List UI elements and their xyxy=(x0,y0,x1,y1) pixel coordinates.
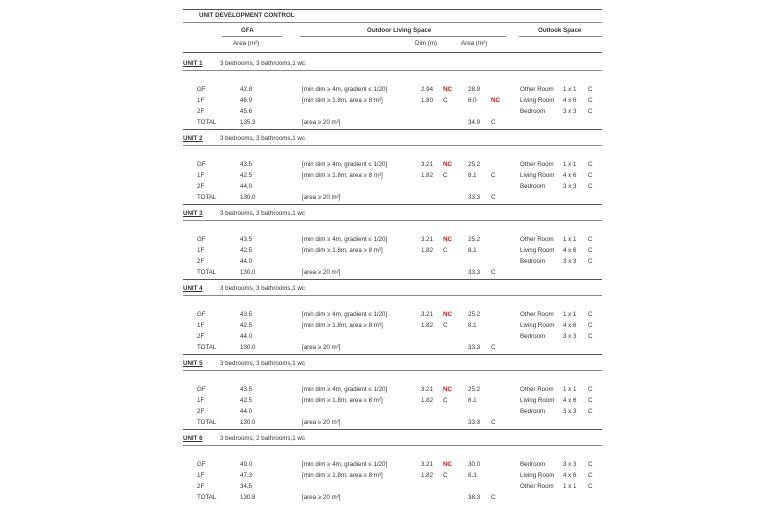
gfa-area-value: 44.0 xyxy=(240,183,253,190)
unit-title: UNIT 3 xyxy=(183,210,203,217)
outdoor-requirement: [min dim ≥ 1.8m, area ≥ 8 m²] xyxy=(302,472,383,479)
outlook-status: C xyxy=(588,236,593,243)
top-rule xyxy=(183,9,602,10)
outdoor-area-value: 8.1 xyxy=(468,247,477,254)
outdoor-area-value: 6.0 xyxy=(468,97,477,104)
total-label: TOTAL xyxy=(197,119,217,126)
gfa-area-value: 44.0 xyxy=(240,408,253,415)
dim-status: C xyxy=(443,97,448,104)
floor-label: GF xyxy=(197,311,206,318)
gfa-area-subheader: Area (m²) xyxy=(233,40,260,47)
unit-separator xyxy=(183,429,602,430)
total-requirement: [area ≥ 20 m²] xyxy=(302,494,341,501)
gfa-area-value: 42.5 xyxy=(240,247,253,254)
header-rule xyxy=(183,52,602,53)
outdoor-area-value: 30.0 xyxy=(468,461,481,468)
total-label: TOTAL xyxy=(197,494,217,501)
total-outdoor-area: 33.3 xyxy=(468,194,481,201)
floor-label: GF xyxy=(197,461,206,468)
floor-label: 2F xyxy=(197,333,205,340)
total-status: C xyxy=(491,269,496,276)
dim-value: 1.82 xyxy=(421,247,434,254)
gfa-area-value: 43.5 xyxy=(240,386,253,393)
outlook-room: Other Room xyxy=(520,483,554,490)
unit-title-rule xyxy=(183,70,602,71)
unit-description: 3 bedrooms, 3 bathrooms,1 wc xyxy=(220,360,305,367)
unit-separator xyxy=(183,204,602,205)
outlook-size: 4 x 6 xyxy=(563,397,577,404)
gfa-area-value: 44.0 xyxy=(240,258,253,265)
gfa-area-value: 43.5 xyxy=(240,161,253,168)
outlook-status: C xyxy=(588,397,593,404)
unit-title: UNIT 5 xyxy=(183,360,203,367)
outdoor-requirement: [min dim ≥ 4m, gradient ≤ 1/20] xyxy=(302,386,388,393)
unit-description: 3 bedrooms, 3 bathrooms,1 wc xyxy=(220,210,305,217)
gfa-area-value: 47.3 xyxy=(240,472,253,479)
dim-status: NC xyxy=(443,161,452,168)
outdoor-requirement: [min dim ≥ 1.8m, area ≥ 8 m²] xyxy=(302,172,383,179)
outlook-space-header: Outlook Space xyxy=(538,27,582,34)
outlook-status: C xyxy=(588,333,593,340)
floor-label: 2F xyxy=(197,258,205,265)
dim-value: 1.82 xyxy=(421,397,434,404)
outlook-room: Living Room xyxy=(520,322,555,329)
total-gfa-area: 130.0 xyxy=(240,269,256,276)
outlook-room: Other Room xyxy=(520,386,554,393)
outdoor-area-subheader: Area (m²) xyxy=(461,40,488,47)
outlook-size: 3 x 3 xyxy=(563,108,577,115)
floor-label: GF xyxy=(197,86,206,93)
total-status: C xyxy=(491,419,496,426)
unit-description: 3 bedrooms, 3 bathrooms,1 wc xyxy=(220,60,305,67)
header-subrule-gfa xyxy=(222,36,282,37)
outlook-size: 4 x 6 xyxy=(563,172,577,179)
outdoor-requirement: [min dim ≥ 4m, gradient ≤ 1/20] xyxy=(302,86,388,93)
dim-status: C xyxy=(443,397,448,404)
outdoor-area-status: C xyxy=(491,172,496,179)
outlook-status: C xyxy=(588,172,593,179)
outlook-size: 1 x 1 xyxy=(563,311,577,318)
outlook-size: 3 x 3 xyxy=(563,333,577,340)
outlook-room: Bedroom xyxy=(520,333,546,340)
dim-value: 3.21 xyxy=(421,386,434,393)
gfa-area-value: 43.5 xyxy=(240,311,253,318)
outlook-size: 3 x 3 xyxy=(563,183,577,190)
total-outdoor-area: 33.3 xyxy=(468,269,481,276)
outdoor-area-value: 25.2 xyxy=(468,311,481,318)
floor-label: 2F xyxy=(197,483,205,490)
floor-label: GF xyxy=(197,161,206,168)
outlook-room: Other Room xyxy=(520,236,554,243)
floor-label: 1F xyxy=(197,247,205,254)
floor-label: 1F xyxy=(197,97,205,104)
outdoor-area-value: 25.2 xyxy=(468,161,481,168)
dim-status: NC xyxy=(443,86,452,93)
dim-status: NC xyxy=(443,386,452,393)
outlook-size: 3 x 3 xyxy=(563,461,577,468)
gfa-area-value: 34.5 xyxy=(240,483,253,490)
outdoor-living-space-header: Outdoor Living Space xyxy=(367,27,432,34)
total-gfa-area: 130.8 xyxy=(240,494,256,501)
floor-label: 2F xyxy=(197,108,205,115)
title-rule xyxy=(183,22,602,23)
dim-value: 3.21 xyxy=(421,461,434,468)
total-label: TOTAL xyxy=(197,344,217,351)
gfa-area-value: 49.0 xyxy=(240,461,253,468)
outlook-status: C xyxy=(588,408,593,415)
gfa-area-value: 42.5 xyxy=(240,397,253,404)
outlook-room: Living Room xyxy=(520,472,555,479)
outlook-size: 1 x 1 xyxy=(563,236,577,243)
outdoor-requirement: [min dim ≥ 1.8m, area ≥ 8 m²] xyxy=(302,247,383,254)
floor-label: GF xyxy=(197,386,206,393)
dim-value: 2.94 xyxy=(421,86,434,93)
outlook-status: C xyxy=(588,472,593,479)
unit-separator xyxy=(183,279,602,280)
unit-separator xyxy=(183,129,602,130)
total-gfa-area: 135.3 xyxy=(240,119,256,126)
outlook-room: Living Room xyxy=(520,172,555,179)
floor-label: 1F xyxy=(197,397,205,404)
outlook-status: C xyxy=(588,247,593,254)
dim-status: NC xyxy=(443,236,452,243)
gfa-area-value: 42.5 xyxy=(240,322,253,329)
outdoor-area-value: 28.9 xyxy=(468,86,481,93)
gfa-area-value: 42.8 xyxy=(240,86,253,93)
total-requirement: [area ≥ 20 m²] xyxy=(302,419,341,426)
unit-description: 3 bedrooms, 3 bathrooms,1 wc xyxy=(220,285,305,292)
outlook-room: Living Room xyxy=(520,247,555,254)
dim-value: 1.80 xyxy=(421,97,434,104)
dim-value: 1.82 xyxy=(421,472,434,479)
outlook-size: 4 x 6 xyxy=(563,97,577,104)
total-outdoor-area: 38.3 xyxy=(468,494,481,501)
outlook-status: C xyxy=(588,311,593,318)
outlook-status: C xyxy=(588,483,593,490)
header-subrule-outlook xyxy=(519,36,602,37)
document-title: UNIT DEVELOPMENT CONTROL xyxy=(199,12,295,19)
total-status: C xyxy=(491,194,496,201)
outlook-size: 3 x 3 xyxy=(563,408,577,415)
outlook-room: Bedroom xyxy=(520,258,546,265)
outlook-status: C xyxy=(588,108,593,115)
unit-title-rule xyxy=(183,220,602,221)
total-requirement: [area ≥ 20 m²] xyxy=(302,344,341,351)
outlook-room: Other Room xyxy=(520,311,554,318)
outdoor-requirement: [min dim ≥ 4m, gradient ≤ 1/20] xyxy=(302,461,388,468)
floor-label: 2F xyxy=(197,183,205,190)
outlook-room: Other Room xyxy=(520,161,554,168)
unit-title-rule xyxy=(183,295,602,296)
floor-label: 1F xyxy=(197,322,205,329)
dim-value: 3.21 xyxy=(421,161,434,168)
outlook-room: Bedroom xyxy=(520,183,546,190)
gfa-header: GFA xyxy=(241,27,254,34)
unit-description: 3 bedrooms, 2 bathrooms,1 wc xyxy=(220,435,305,442)
unit-title: UNIT 4 xyxy=(183,285,203,292)
floor-label: GF xyxy=(197,236,206,243)
floor-label: 2F xyxy=(197,408,205,415)
total-outdoor-area: 33.3 xyxy=(468,344,481,351)
outlook-room: Bedroom xyxy=(520,461,546,468)
outdoor-requirement: [min dim ≥ 1.8m, area ≥ 8 m²] xyxy=(302,397,383,404)
total-requirement: [area ≥ 20 m²] xyxy=(302,119,341,126)
outdoor-area-status: NC xyxy=(491,97,500,104)
floor-label: 1F xyxy=(197,472,205,479)
unit-title-rule xyxy=(183,445,602,446)
total-gfa-area: 130.0 xyxy=(240,344,256,351)
outlook-room: Bedroom xyxy=(520,408,546,415)
unit-title-rule xyxy=(183,145,602,146)
total-requirement: [area ≥ 20 m²] xyxy=(302,269,341,276)
gfa-area-value: 46.9 xyxy=(240,97,253,104)
total-status: C xyxy=(491,119,496,126)
outlook-status: C xyxy=(588,86,593,93)
outlook-room: Other Room xyxy=(520,86,554,93)
outdoor-area-value: 8.3 xyxy=(468,472,477,479)
outdoor-requirement: [min dim ≥ 1.8m, area ≥ 8 m²] xyxy=(302,97,383,104)
outdoor-requirement: [min dim ≥ 4m, gradient ≤ 1/20] xyxy=(302,236,388,243)
dim-status: NC xyxy=(443,311,452,318)
outlook-status: C xyxy=(588,461,593,468)
dim-status: C xyxy=(443,322,448,329)
gfa-area-value: 45.6 xyxy=(240,108,253,115)
outlook-size: 1 x 1 xyxy=(563,161,577,168)
outlook-status: C xyxy=(588,322,593,329)
dim-value: 1.82 xyxy=(421,322,434,329)
outlook-status: C xyxy=(588,183,593,190)
dim-status: C xyxy=(443,247,448,254)
dim-status: C xyxy=(443,472,448,479)
outdoor-requirement: [min dim ≥ 1.8m, area ≥ 8 m²] xyxy=(302,322,383,329)
total-status: C xyxy=(491,494,496,501)
outlook-size: 3 x 3 xyxy=(563,258,577,265)
outlook-size: 1 x 1 xyxy=(563,386,577,393)
outlook-status: C xyxy=(588,97,593,104)
gfa-area-value: 42.5 xyxy=(240,172,253,179)
outlook-status: C xyxy=(588,386,593,393)
total-gfa-area: 130.0 xyxy=(240,419,256,426)
gfa-area-value: 44.0 xyxy=(240,333,253,340)
unit-title: UNIT 2 xyxy=(183,135,203,142)
outdoor-area-value: 8.1 xyxy=(468,397,477,404)
outdoor-area-value: 8.1 xyxy=(468,322,477,329)
dim-status: C xyxy=(443,172,448,179)
total-status: C xyxy=(491,344,496,351)
outdoor-area-value: 25.2 xyxy=(468,236,481,243)
outlook-size: 1 x 1 xyxy=(563,86,577,93)
gfa-area-value: 43.5 xyxy=(240,236,253,243)
dim-subheader: Dim (m) xyxy=(415,40,437,47)
outlook-size: 1 x 1 xyxy=(563,483,577,490)
outlook-size: 4 x 6 xyxy=(563,247,577,254)
total-gfa-area: 130.0 xyxy=(240,194,256,201)
unit-description: 3 bedrooms, 3 bathrooms,1 wc xyxy=(220,135,305,142)
unit-title-rule xyxy=(183,370,602,371)
outdoor-requirement: [min dim ≥ 4m, gradient ≤ 1/20] xyxy=(302,311,388,318)
outlook-room: Bedroom xyxy=(520,108,546,115)
total-requirement: [area ≥ 20 m²] xyxy=(302,194,341,201)
dim-value: 3.21 xyxy=(421,311,434,318)
floor-label: 1F xyxy=(197,172,205,179)
total-outdoor-area: 34.9 xyxy=(468,119,481,126)
unit-title: UNIT 1 xyxy=(183,60,203,67)
dim-value: 1.82 xyxy=(421,172,434,179)
header-subrule-outdoor xyxy=(300,36,506,37)
outlook-status: C xyxy=(588,258,593,265)
outlook-status: C xyxy=(588,161,593,168)
dim-value: 3.21 xyxy=(421,236,434,243)
total-label: TOTAL xyxy=(197,269,217,276)
unit-title: UNIT 6 xyxy=(183,435,203,442)
outlook-size: 4 x 6 xyxy=(563,322,577,329)
outlook-size: 4 x 6 xyxy=(563,472,577,479)
outlook-room: Living Room xyxy=(520,397,555,404)
total-outdoor-area: 33.3 xyxy=(468,419,481,426)
dim-status: NC xyxy=(443,461,452,468)
unit-separator xyxy=(183,354,602,355)
outdoor-area-value: 8.1 xyxy=(468,172,477,179)
total-label: TOTAL xyxy=(197,194,217,201)
outlook-room: Living Room xyxy=(520,97,555,104)
total-label: TOTAL xyxy=(197,419,217,426)
outdoor-requirement: [min dim ≥ 4m, gradient ≤ 1/20] xyxy=(302,161,388,168)
outdoor-area-value: 25.2 xyxy=(468,386,481,393)
